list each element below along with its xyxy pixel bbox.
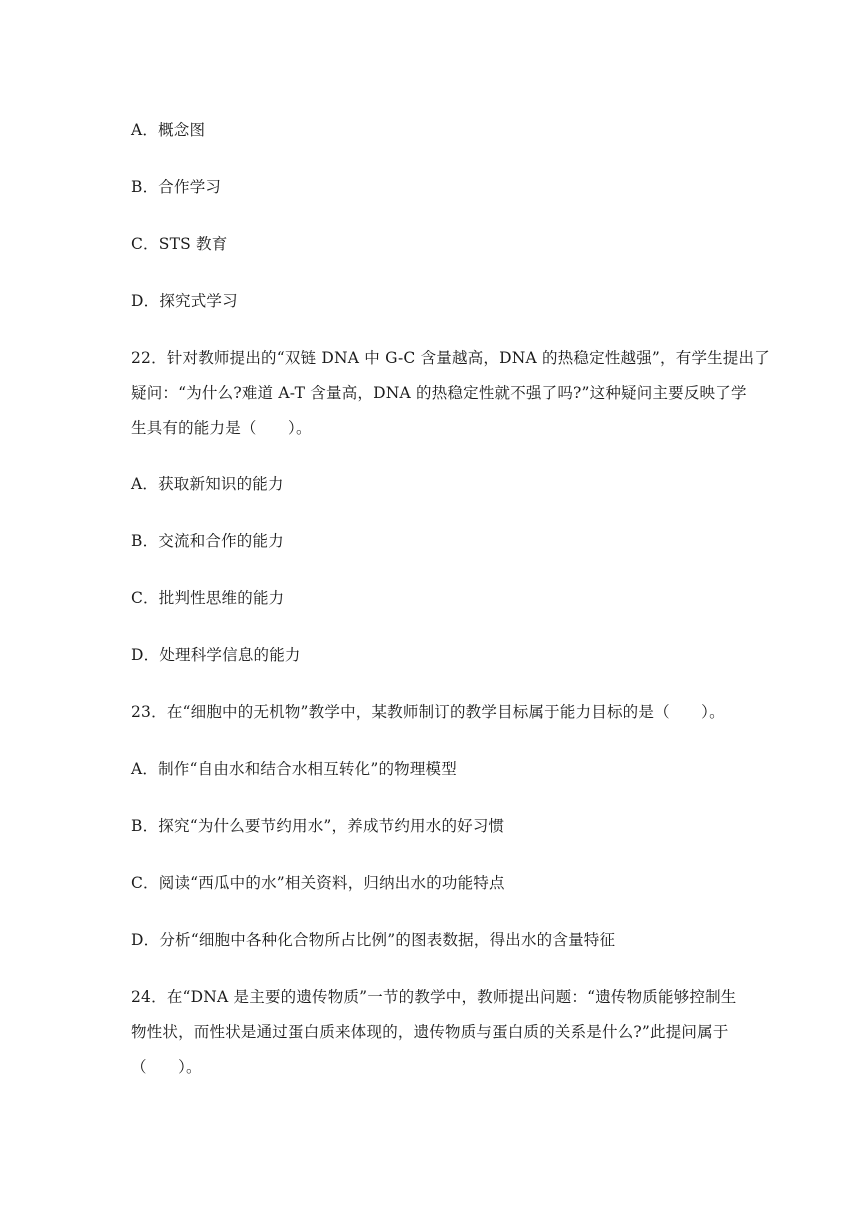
q22-stem-line-1: 22．针对教师提出的“双链 DNA 中 G-C 含量越高，DNA 的热稳定性越强”，有学生提出了 — [131, 349, 770, 367]
q22-option-b: B．交流和合作的能力 — [131, 532, 284, 550]
q22-option-a: A．获取新知识的能力 — [131, 475, 284, 493]
q22-option-d: D．处理科学信息的能力 — [131, 646, 301, 664]
q23-option-c: C．阅读“西瓜中的水”相关资料，归纳出水的功能特点 — [131, 874, 505, 892]
q23-option-a: A．制作“自由水和结合水相互转化”的物理模型 — [131, 760, 457, 778]
q21-option-a: A．概念图 — [131, 121, 206, 139]
q21-option-d: D．探究式学习 — [131, 292, 238, 310]
q24-stem-line-2: 物性状，而性状是通过蛋白质来体现的，遗传物质与蛋白质的关系是什么?”此提问属于 — [131, 1023, 729, 1041]
q21-option-b: B．合作学习 — [131, 178, 222, 196]
q23-stem: 23．在“细胞中的无机物”教学中，某教师制订的教学目标属于能力目标的是（ ）。 — [131, 703, 725, 721]
q24-stem-line-3: （ ）。 — [131, 1058, 202, 1076]
q23-option-d: D．分析“细胞中各种化合物所占比例”的图表数据，得出水的含量特征 — [131, 931, 616, 949]
q22-stem-line-3: 生具有的能力是（ ）。 — [131, 419, 312, 437]
q22-stem-line-2: 疑问：“为什么?难道 A-T 含量高，DNA 的热稳定性就不强了吗?”这种疑问主要反映了学 — [131, 384, 747, 402]
q21-option-c: C．STS 教育 — [131, 235, 228, 253]
q22-option-c: C．批判性思维的能力 — [131, 589, 285, 607]
q23-option-b: B．探究“为什么要节约用水”，养成节约用水的好习惯 — [131, 817, 505, 835]
q24-stem-line-1: 24．在“DNA 是主要的遗传物质”一节的教学中，教师提出问题：“遗传物质能够控制生 — [131, 988, 737, 1006]
